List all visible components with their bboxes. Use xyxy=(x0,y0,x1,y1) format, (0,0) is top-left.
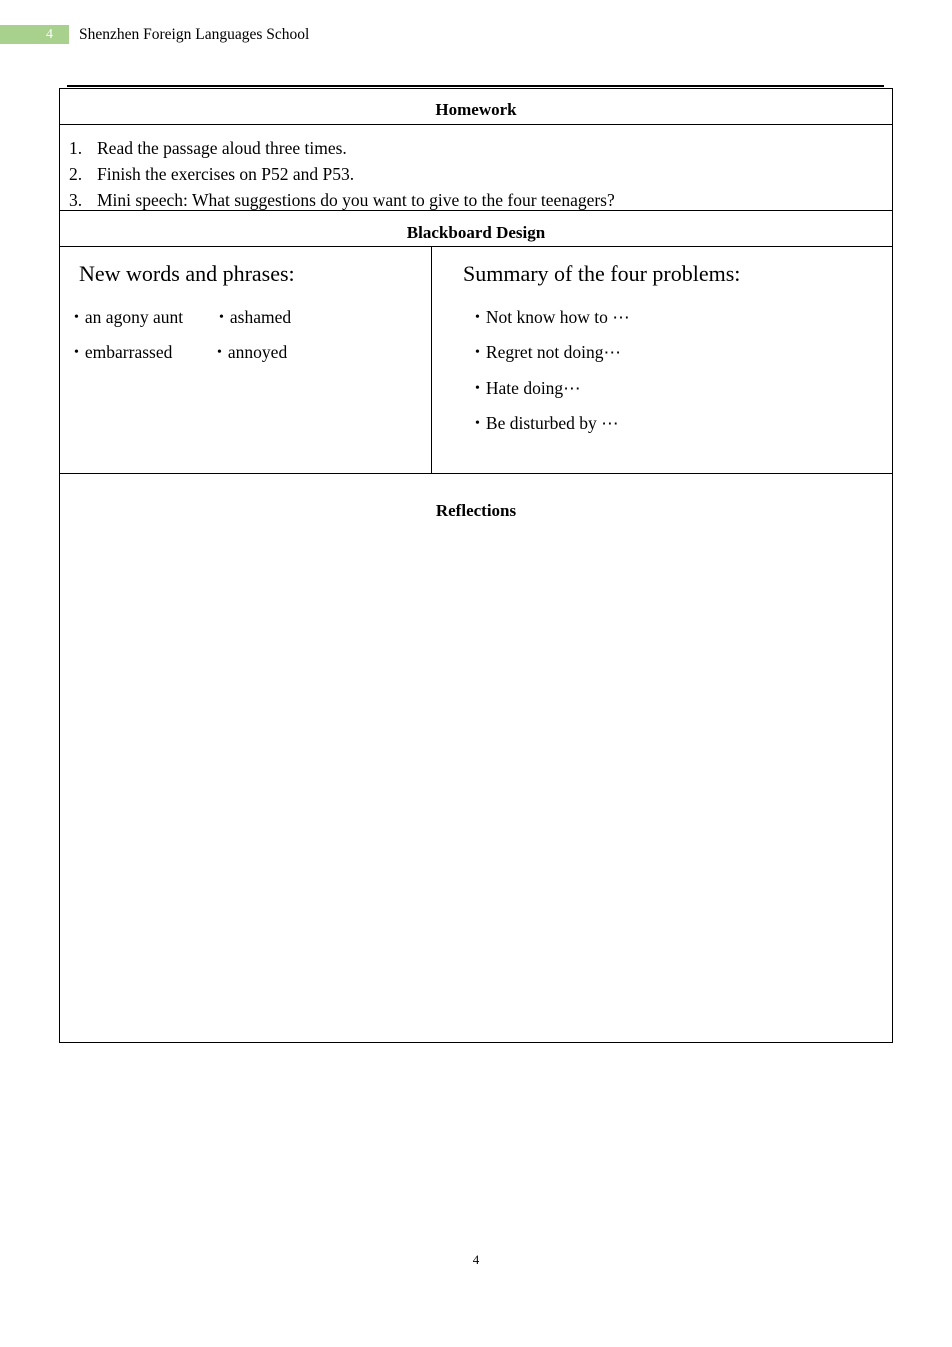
homework-section xyxy=(60,125,892,211)
word-item xyxy=(219,307,291,328)
summary-item xyxy=(475,307,630,328)
new-words-heading: New words and phrases: xyxy=(79,261,295,286)
homework-item-number: 2. xyxy=(69,164,83,184)
homework-list xyxy=(69,135,615,213)
homework-item-text: Mini speech: What suggestions do you want to give to the four teenagers? xyxy=(97,190,615,210)
summary-text: Hate doing⋯ xyxy=(485,378,581,398)
homework-item-number: 3. xyxy=(69,190,83,210)
summary-text: Be disturbed by ⋯ xyxy=(485,413,619,433)
homework-item-text: Read the passage aloud three times. xyxy=(97,138,347,158)
word-text: annoyed xyxy=(227,342,288,362)
bullet-icon: • xyxy=(217,345,222,360)
homework-item xyxy=(69,187,615,213)
lesson-plan-table xyxy=(59,88,893,1043)
header-rule xyxy=(67,85,884,87)
word-item xyxy=(74,342,172,363)
school-name: Shenzhen Foreign Languages School xyxy=(79,26,310,43)
blackboard-title: Blackboard Design xyxy=(60,211,892,247)
summary-text: Regret not doing⋯ xyxy=(485,342,622,362)
homework-title: Homework xyxy=(60,89,892,125)
word-item xyxy=(74,307,183,328)
word-text: ashamed xyxy=(229,307,292,327)
new-words-column xyxy=(60,247,432,473)
homework-item-number: 1. xyxy=(69,138,83,158)
blackboard-section xyxy=(60,247,892,474)
bullet-icon: • xyxy=(475,345,480,360)
page-badge: 4 xyxy=(0,25,69,44)
bullet-icon: • xyxy=(74,345,79,360)
page-number: 4 xyxy=(472,1252,480,1267)
homework-item xyxy=(69,135,615,161)
word-text: embarrassed xyxy=(84,342,173,362)
bullet-icon: • xyxy=(475,381,480,396)
homework-item xyxy=(69,161,615,187)
bullet-icon: • xyxy=(219,310,224,325)
summary-heading: Summary of the four problems: xyxy=(463,261,741,286)
summary-item xyxy=(475,413,619,434)
summary-column xyxy=(432,247,892,473)
reflections-section xyxy=(60,474,892,1042)
homework-item-text: Finish the exercises on P52 and P53. xyxy=(97,164,355,184)
word-item xyxy=(217,342,287,363)
summary-item xyxy=(475,342,621,363)
reflections-title: Reflections xyxy=(435,501,517,520)
summary-item xyxy=(475,378,581,399)
summary-text: Not know how to ⋯ xyxy=(485,307,630,327)
word-text: an agony aunt xyxy=(84,307,184,327)
bullet-icon: • xyxy=(74,310,79,325)
bullet-icon: • xyxy=(475,416,480,431)
bullet-icon: • xyxy=(475,310,480,325)
